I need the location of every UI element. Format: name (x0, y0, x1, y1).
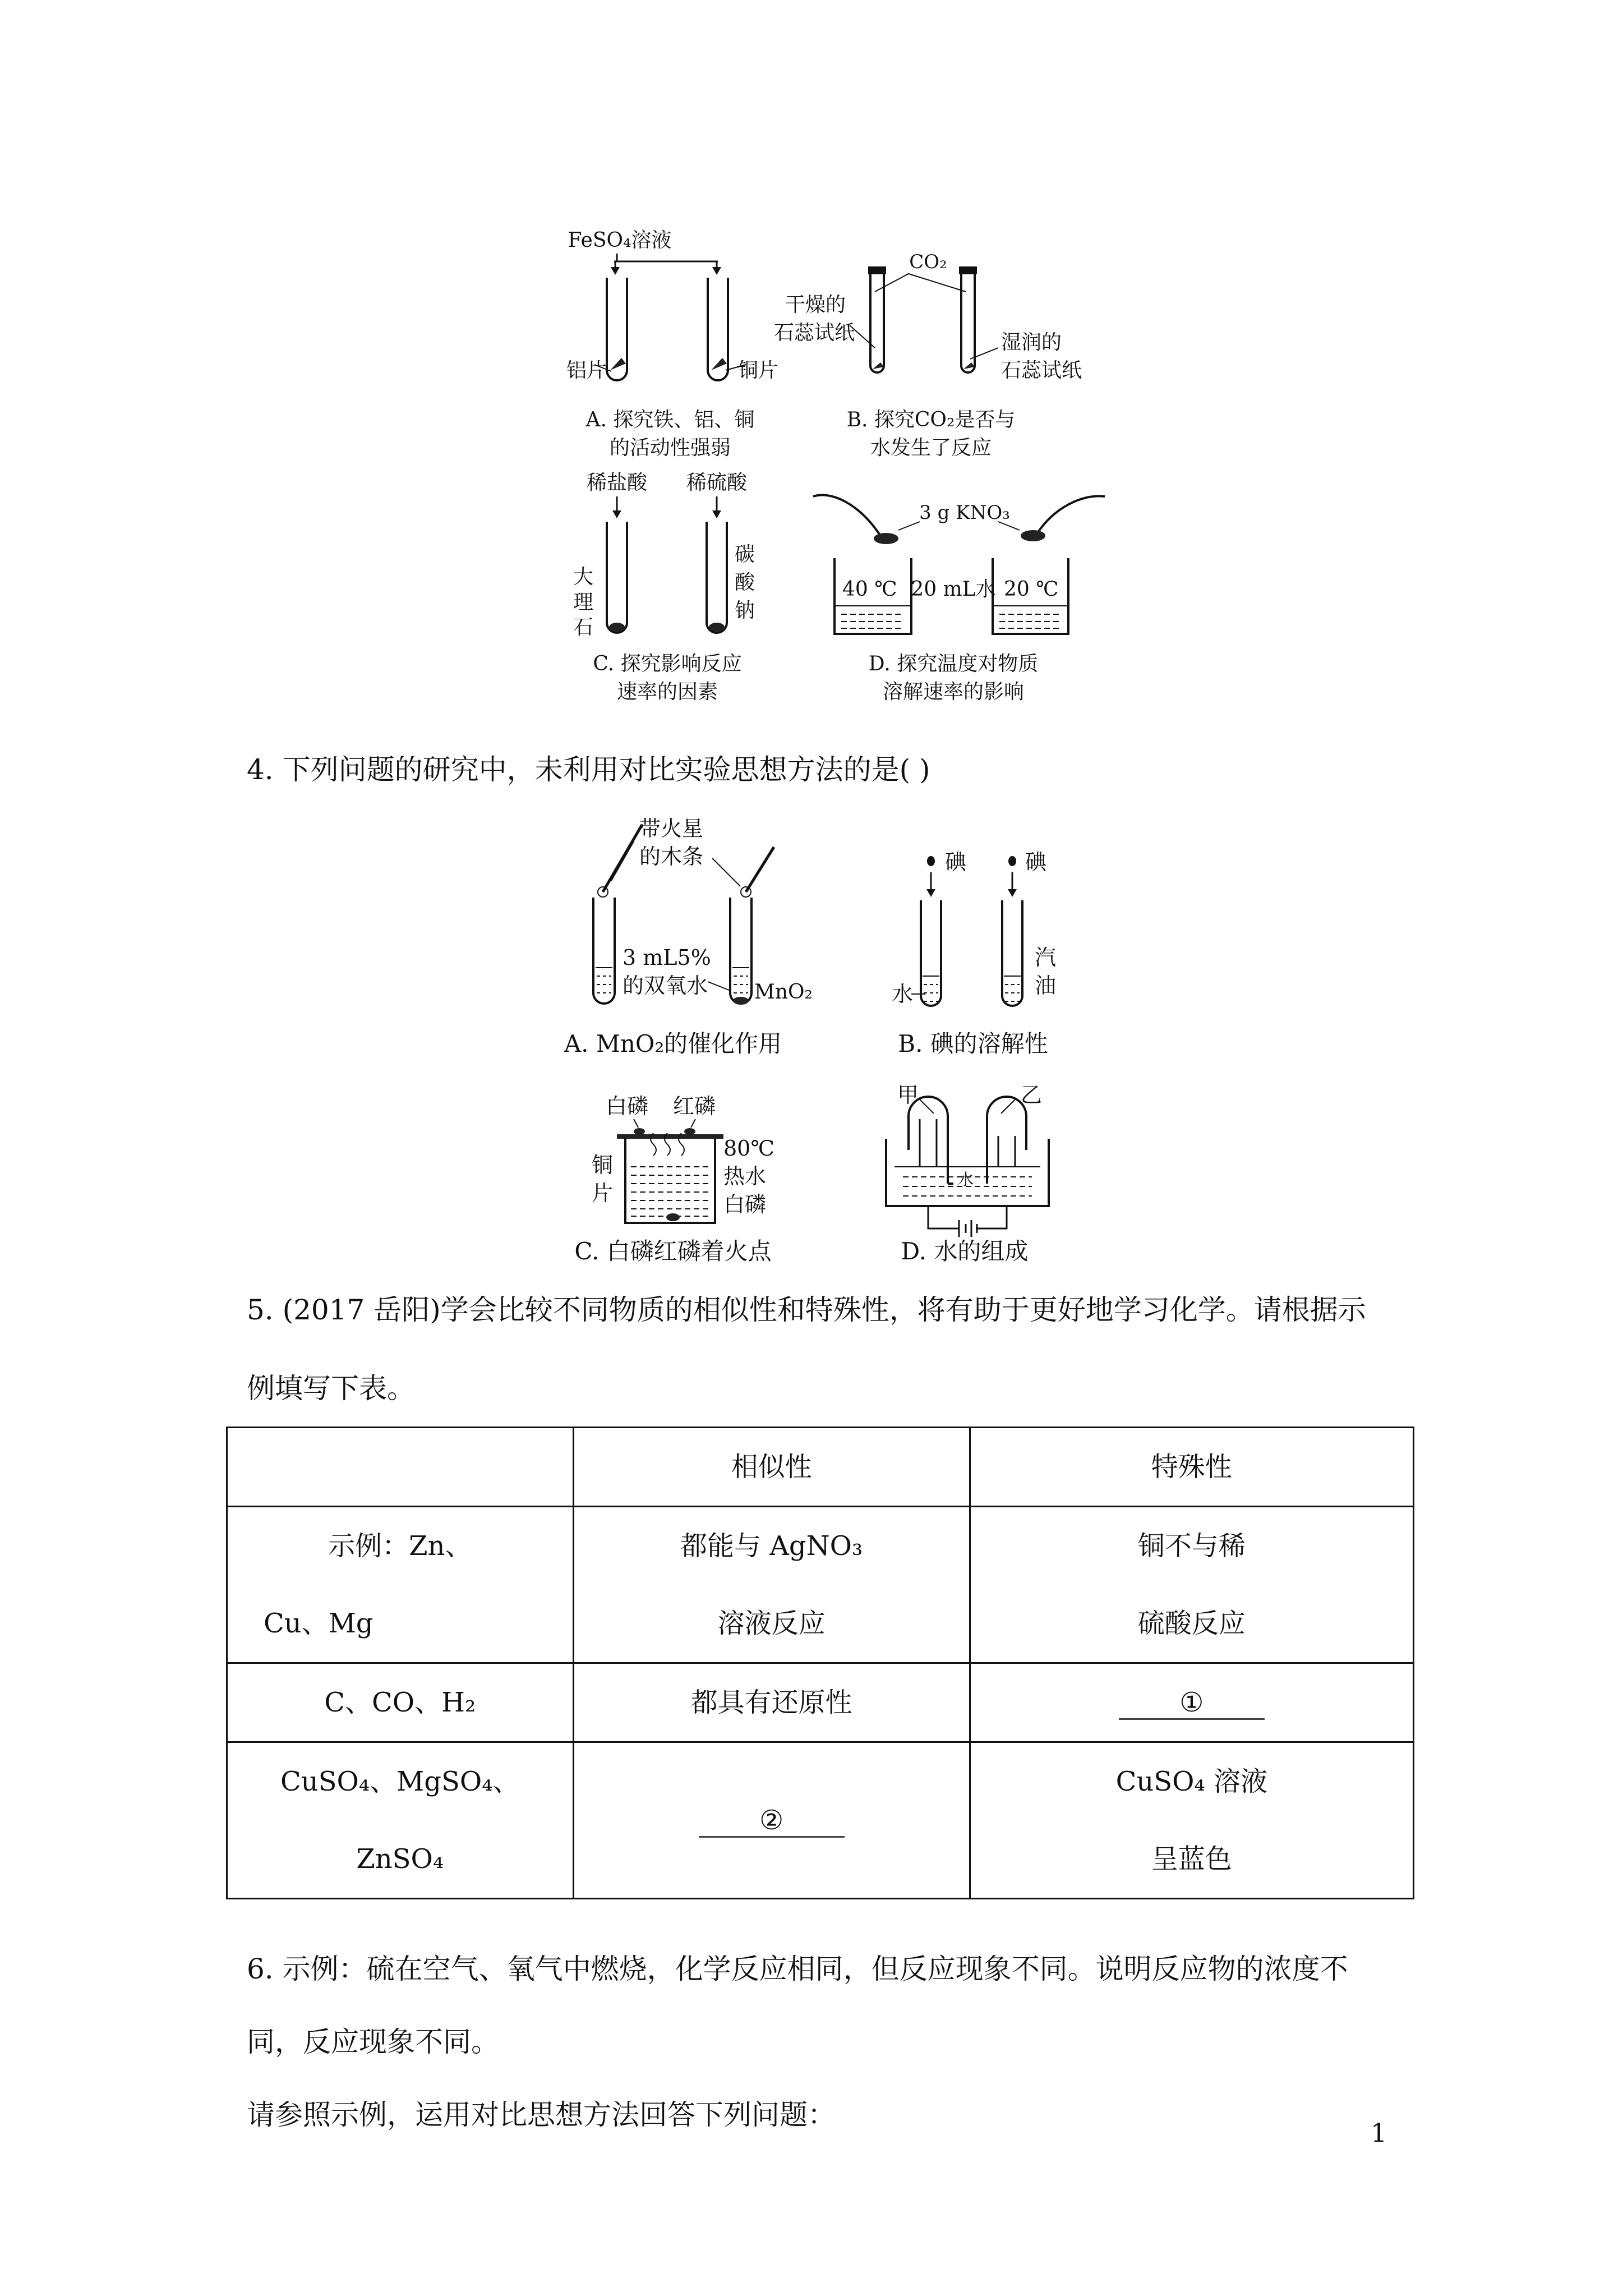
answer-blank-2[interactable]: ② (573, 1742, 970, 1899)
cell-line: 铜不与稀 (1137, 1530, 1246, 1562)
svg-text:B. 探究CO₂是否与: B. 探究CO₂是否与 (846, 408, 1016, 431)
q3-fig-c (573, 471, 755, 703)
svg-text:铜: 铜 (592, 1153, 614, 1177)
svg-text:铝片: 铝片 (566, 359, 607, 382)
q4-figure (555, 808, 1116, 1273)
cell-line: CuSO₄、MgSO₄、 (280, 1766, 520, 1797)
svg-text:水: 水 (892, 982, 914, 1006)
svg-text:速率的因素: 速率的因素 (616, 680, 718, 703)
svg-text:D. 探究温度对物质: D. 探究温度对物质 (868, 652, 1039, 675)
table-row (227, 1742, 1414, 1899)
svg-text:FeSO₄溶液: FeSO₄溶液 (568, 229, 672, 252)
svg-text:CO₂: CO₂ (909, 251, 947, 273)
svg-text:3 g KNO₃: 3 g KNO₃ (919, 501, 1010, 524)
q6-question-line1: 6. 示例：硫在空气、氧气中燃烧，化学反应相同，但反应现象不同。说明反应物的浓度不 (247, 1953, 1348, 1985)
cell-line: 呈蓝色 (1151, 1843, 1232, 1875)
svg-text:乙: 乙 (1021, 1083, 1043, 1107)
table-header-row (227, 1428, 1414, 1507)
svg-text:湿润的: 湿润的 (1001, 331, 1062, 354)
svg-text:20 ℃: 20 ℃ (1004, 578, 1059, 601)
svg-text:酸: 酸 (735, 571, 755, 594)
cell-line: 溶液反应 (717, 1608, 826, 1639)
svg-text:理: 理 (573, 591, 594, 614)
svg-text:碘: 碘 (945, 850, 967, 875)
svg-text:40 ℃: 40 ℃ (842, 578, 897, 601)
cell-line: ZnSO₄ (356, 1843, 444, 1875)
table-cell (970, 1742, 1413, 1899)
table-cell: C、CO、H₂ (227, 1663, 574, 1742)
q6-question-line3: 请参照示例，运用对比思想方法回答下列问题： (247, 2099, 836, 2131)
svg-text:3 mL5%: 3 mL5% (623, 945, 711, 970)
svg-text:D. 水的组成: D. 水的组成 (901, 1237, 1029, 1265)
page-number: 1 (1371, 2118, 1387, 2148)
svg-text:碘: 碘 (1025, 850, 1047, 875)
svg-text:MnO₂: MnO₂ (754, 981, 813, 1004)
table-header-cell: 特殊性 (970, 1428, 1413, 1507)
cell-line: 都能与 AgNO₃ (680, 1530, 863, 1562)
svg-text:片: 片 (592, 1181, 614, 1205)
q3-figure (533, 213, 1150, 718)
table-cell (227, 1507, 574, 1663)
svg-text:碳: 碳 (735, 543, 755, 566)
svg-text:稀硫酸: 稀硫酸 (686, 471, 748, 494)
q4-fig-c (574, 1094, 774, 1265)
table-row (227, 1507, 1414, 1663)
table-cell (970, 1507, 1413, 1663)
table-row (227, 1663, 1414, 1742)
q3-fig-b (774, 251, 1082, 459)
svg-text:红磷: 红磷 (673, 1094, 716, 1119)
table-header-cell: 相似性 (573, 1428, 970, 1507)
svg-text:带火星: 带火星 (639, 816, 704, 841)
svg-text:的活动性强弱: 的活动性强弱 (609, 436, 731, 459)
svg-text:溶解速率的影响: 溶解速率的影响 (882, 680, 1025, 703)
svg-text:A. 探究铁、铝、铜: A. 探究铁、铝、铜 (585, 408, 755, 431)
svg-text:的双氧水: 的双氧水 (623, 973, 708, 998)
svg-text:大: 大 (573, 565, 594, 588)
svg-text:油: 油 (1035, 973, 1057, 998)
svg-text:干燥的: 干燥的 (785, 293, 846, 316)
cell-line: Cu、Mg (264, 1608, 374, 1639)
q3-fig-d (813, 495, 1105, 703)
svg-text:白磷: 白磷 (723, 1192, 767, 1217)
table-cell (573, 1507, 970, 1663)
q4-question: 4. 下列问题的研究中，未利用对比实验思想方法的是( ) (247, 753, 930, 786)
table-cell: 都具有还原性 (573, 1663, 970, 1742)
svg-text:水: 水 (957, 1170, 974, 1189)
svg-text:钠: 钠 (735, 599, 755, 622)
table-cell (227, 1742, 574, 1899)
svg-text:C. 白磷红磷着火点: C. 白磷红磷着火点 (574, 1237, 772, 1265)
svg-text:20 mL水: 20 mL水 (911, 578, 996, 601)
svg-text:石蕊试纸: 石蕊试纸 (774, 321, 855, 344)
q3-fig-a (566, 229, 778, 459)
svg-text:热水: 热水 (723, 1164, 767, 1189)
svg-text:水发生了反应: 水发生了反应 (870, 436, 992, 459)
svg-text:石: 石 (573, 616, 594, 639)
q4-fig-b (892, 850, 1056, 1057)
svg-text:白磷: 白磷 (606, 1094, 649, 1119)
svg-text:A. MnO₂的催化作用: A. MnO₂的催化作用 (564, 1030, 782, 1057)
q6-question-line2: 同，反应现象不同。 (247, 2026, 499, 2058)
table-header-cell (227, 1428, 574, 1507)
answer-blank-1[interactable]: ① (970, 1663, 1413, 1742)
comparison-table (226, 1427, 1414, 1899)
svg-text:C. 探究影响反应: C. 探究影响反应 (593, 652, 742, 675)
svg-text:的木条: 的木条 (639, 844, 704, 869)
svg-text:汽: 汽 (1035, 945, 1057, 970)
cell-line: CuSO₄ 溶液 (1115, 1766, 1267, 1797)
q5-question-line1: 5. (2017 岳阳)学会比较不同物质的相似性和特殊性，将有助于更好地学习化学。请根据示 (247, 1294, 1366, 1326)
svg-text:石蕊试纸: 石蕊试纸 (1001, 359, 1082, 382)
cell-line: 示例：Zn、 (328, 1530, 472, 1562)
q4-fig-a (564, 816, 813, 1057)
svg-text:铜片: 铜片 (738, 359, 779, 382)
q5-question-line2: 例填写下表。 (247, 1372, 415, 1405)
svg-text:稀盐酸: 稀盐酸 (586, 471, 648, 494)
q4-fig-d (886, 1083, 1049, 1265)
svg-text:80℃: 80℃ (723, 1136, 774, 1161)
svg-text:B. 碘的溶解性: B. 碘的溶解性 (898, 1030, 1048, 1057)
svg-text:甲: 甲 (897, 1083, 919, 1107)
cell-line: 硫酸反应 (1137, 1608, 1246, 1639)
